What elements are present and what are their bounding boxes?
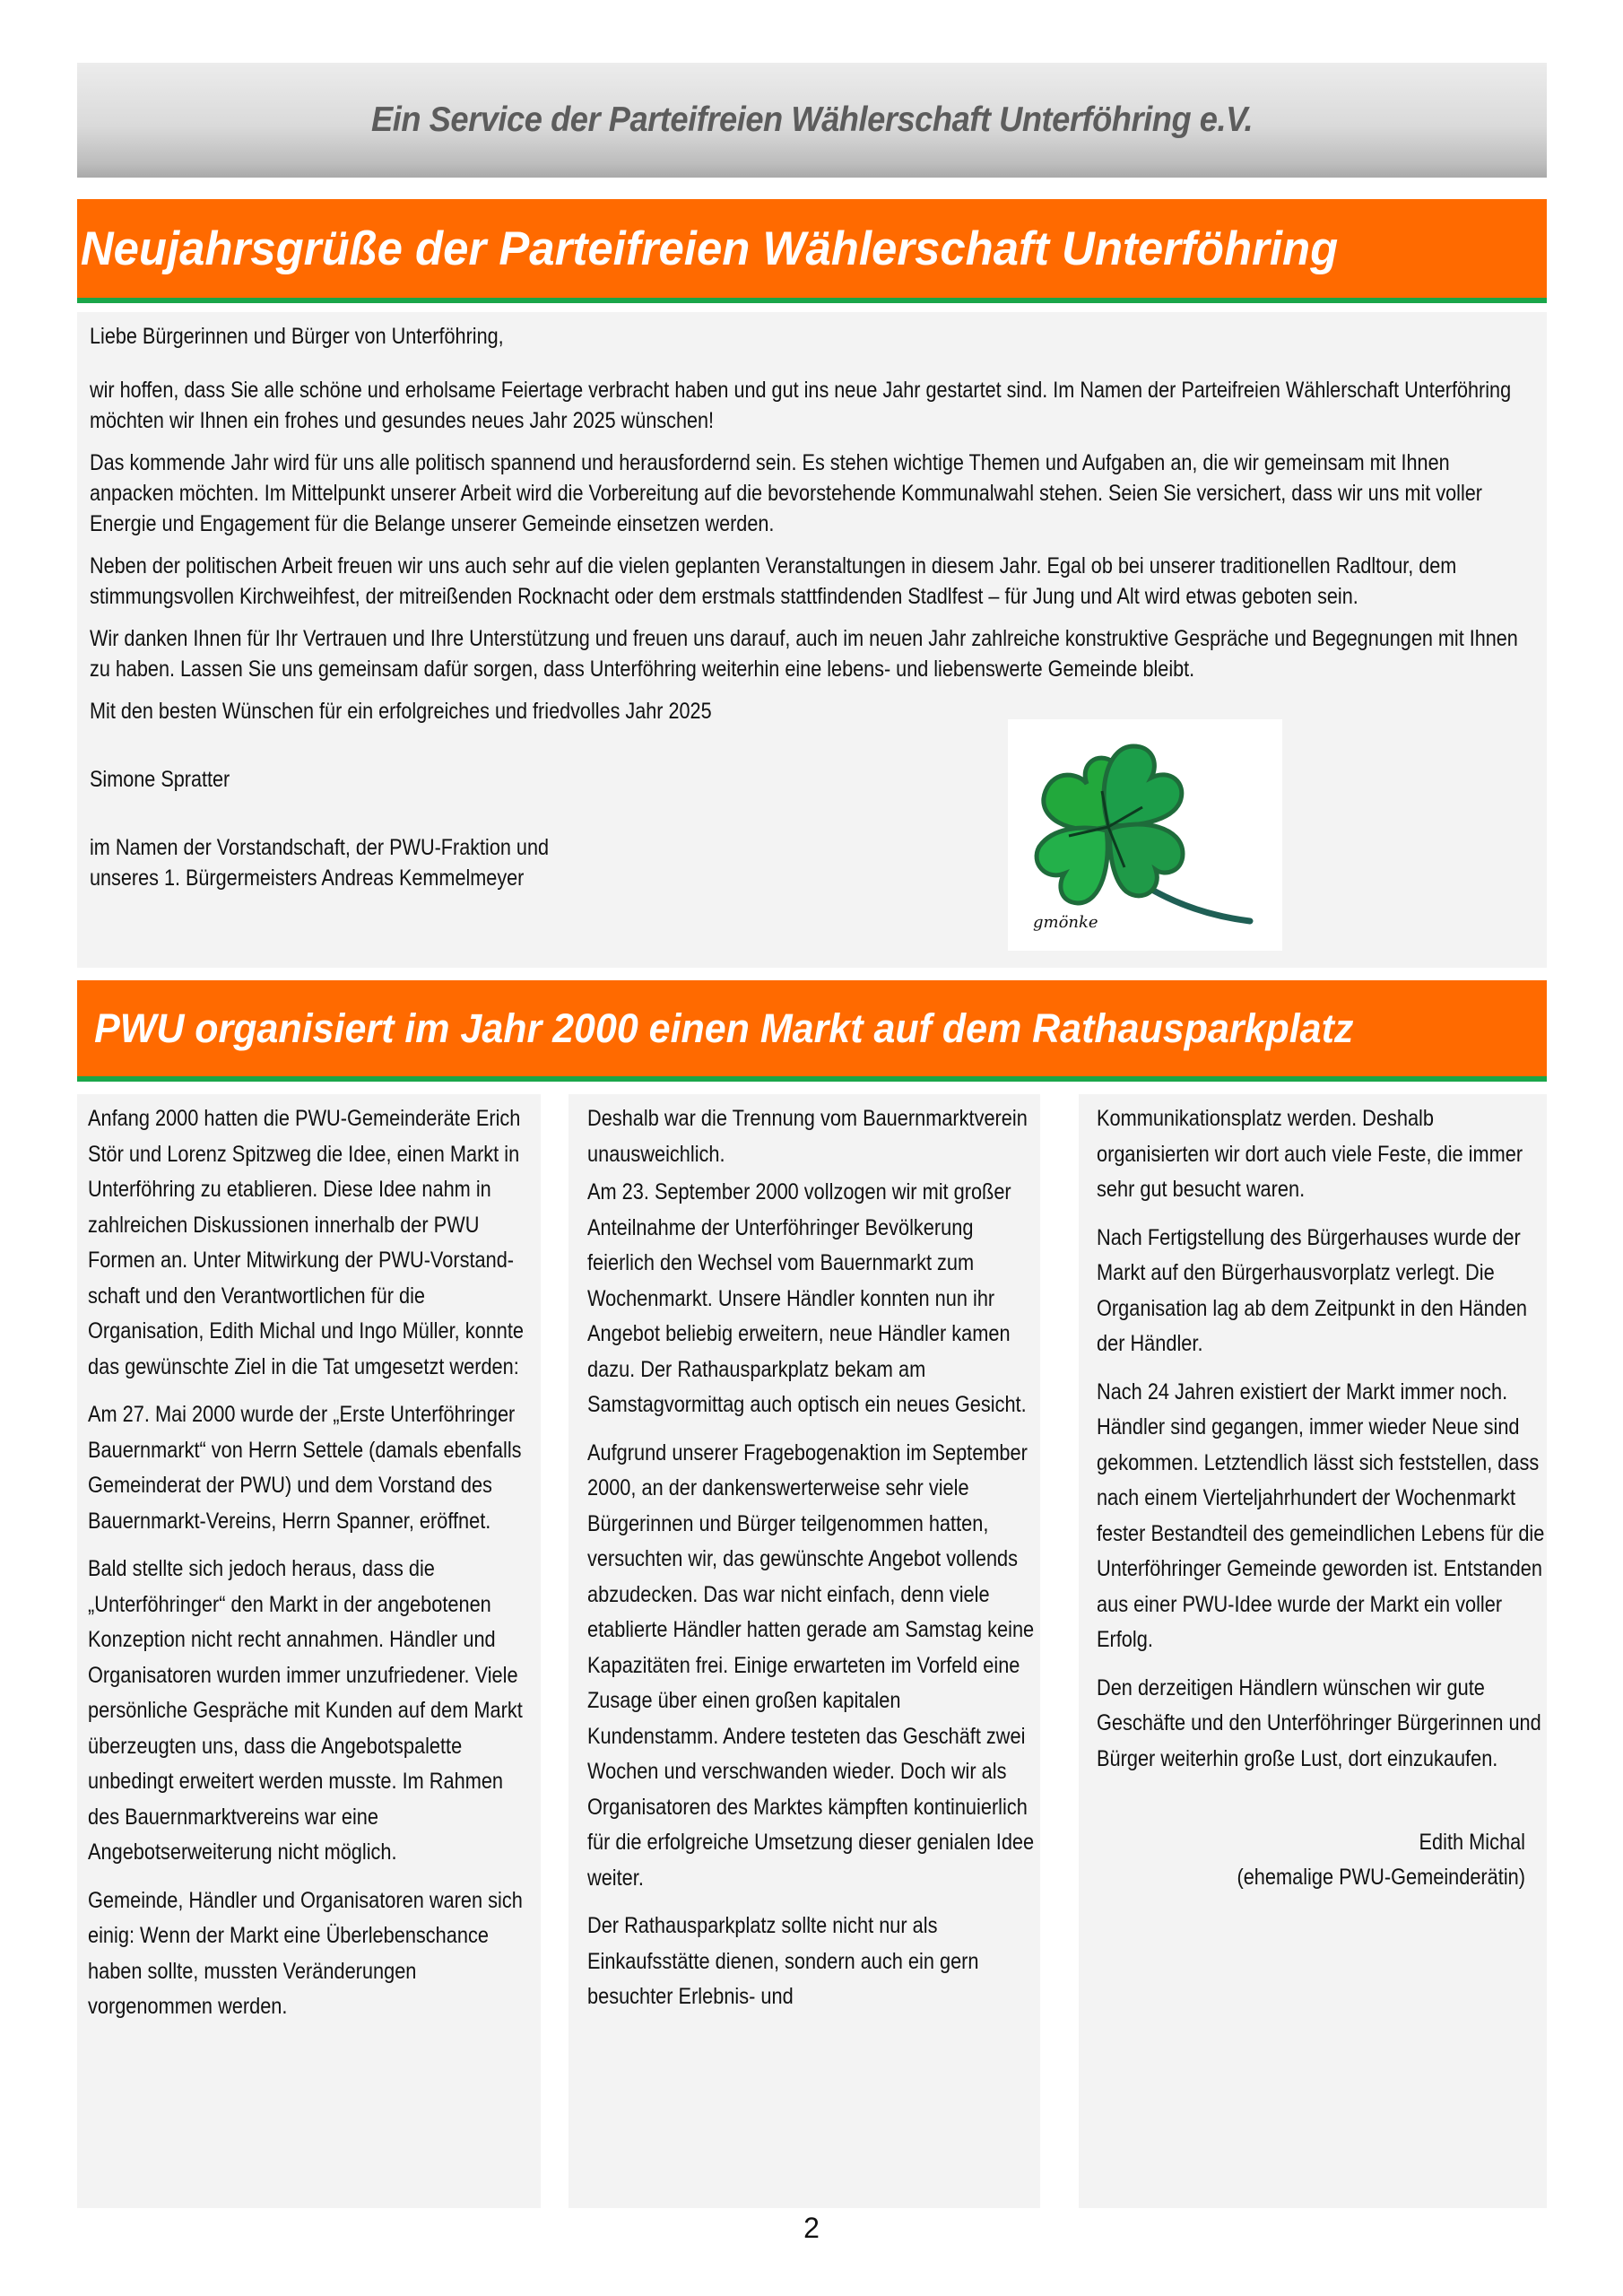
service-header-bar bbox=[77, 63, 1547, 178]
article-column-1 bbox=[77, 1094, 541, 2208]
article-paragraph: Nach Fertigstellung des Bürgerhauses wurde der Markt auf den Bürgerhausvorplatz verlegt. Die Organisation lag ab dem Zeitpunkt in den Händen der Händler. bbox=[1097, 1224, 1528, 1356]
artist-signature: gmönke bbox=[1033, 913, 1098, 932]
letter-paragraph: Das kommende Jahr wird für uns alle politisch spannend und herausfordernd sein. Es stehen wichtige Themen und Aufgaben an, die wir gemeinsam mit Ihnen anpacken möchten. Im Mittelpunkt unserer Arbeit wird die Vorbereitung auf die bevorstehende Kommunalwahl stehen. Seien Sie versichert, dass wir uns mit voller Energie und Engagement für die Belange unserer Gemeinde einsetzen werden. bbox=[90, 450, 1482, 536]
article-paragraph: Anfang 2000 hatten die PWU-Gemeinderäte Erich Stör und Lorenz Spitzweg die Idee, einen Markt in Unterföhring zu etablieren. Diese Idee nahm in zahlreichen Diskussionen innerhalb der PWU Formen an. Unter Mitwirkung der PWU-Vorstand-schaft und den Verantwortlichen für die Organisation, Edith Michal und Ingo Müller, konnte das gewünschte Ziel in die Tat umgesetzt werden: bbox=[88, 1106, 525, 1379]
letter-paragraph: Neben der politischen Arbeit freuen wir uns auch sehr auf die vielen geplanten Veranstaltungen in diesem Jahr. Egal ob bei unserer traditionellen Radltour, dem stimmungsvollen Kirchweihfest, der mitreißenden Rocknacht oder dem erstmals stattfindenden Stadlfest – für Jung und Alt wird etwas geboten sein. bbox=[90, 553, 1457, 609]
section-title-market: PWU organisiert im Jahr 2000 einen Markt auf dem Rathausparkplatz bbox=[94, 1004, 1354, 1051]
letter-signature-line: im Namen der Vorstandschaft, der PWU-Fraktion und bbox=[90, 835, 550, 860]
four-leaf-clover-image bbox=[1008, 719, 1282, 951]
article-column-2 bbox=[568, 1094, 1040, 2208]
article-author-role: (ehemalige PWU-Gemeinderätin) bbox=[1237, 1865, 1525, 1890]
article-paragraph: Am 23. September 2000 vollzogen wir mit großer Anteilnahme der Unterföhringer Bevölkerung feierlich den Wechsel vom Bauernmarkt zum Wochenmarkt. Unsere Händler konnten nun ihr Angebot beliebig erweitern, neue Händler kamen dazu. Der Rathausparkplatz bekam am Samstagvormittag auch optisch ein neues Gesicht. bbox=[587, 1179, 1027, 1417]
section-title-new-year: Neujahrsgrüße der Parteifreien Wählerschaft Unterföhring bbox=[80, 222, 1339, 275]
letter-closing: Mit den besten Wünschen für ein erfolgreiches und friedvolles Jahr 2025 bbox=[90, 699, 712, 724]
article-paragraph: Gemeinde, Händler und Organisatoren waren sich einig: Wenn der Markt eine Überlebenschance haben sollte, mussten Veränderungen vorgenommen werden. bbox=[88, 1887, 523, 2019]
article-paragraph: Am 27. Mai 2000 wurde der „Erste Unterföhringer Bauernmarkt“ von Herrn Settele (damals ebenfalls Gemeinderat der PWU) und dem Vorstand des Bauernmarkt-Vereins, Herrn Spanner, eröffnet. bbox=[88, 1402, 522, 1534]
article-paragraph: Bald stellte sich jedoch heraus, dass die „Unterföhringer“ den Markt in der angebotenen Konzeption nicht recht annahmen. Händler und Organisatoren wurden immer unzufriedener. Viele persönliche Gespräche mit Kunden auf dem Markt überzeugten uns, dass die Angebotspalette unbedingt erweitert werden musste. Im Rahmen des Bauernmarktvereins war eine Angebotserweiterung nicht möglich. bbox=[88, 1556, 523, 1865]
article-paragraph: Deshalb war die Trennung vom Bauernmarktverein unausweichlich. bbox=[587, 1106, 1028, 1167]
article-paragraph: Den derzeitigen Händlern wünschen wir gute Geschäfte und den Unterföhringer Bürgerinnen und Bürger weiterhin große Lust, dort einzukaufen. bbox=[1097, 1674, 1541, 1771]
section-banner-market bbox=[77, 980, 1547, 1082]
letter-salutation: Liebe Bürgerinnen und Bürger von Unterföhring, bbox=[90, 324, 504, 349]
letter-paragraph: Wir danken Ihnen für Ihr Vertrauen und Ihre Unterstützung und freuen uns darauf, auch im neuen Jahr zahlreiche konstruktive Gespräche und Begegnungen mit Ihnen zu haben. Lassen Sie uns gemeinsam dafür sorgen, dass Unterföhring weiterhin eine lebens- und liebenswerte Gemeinde bleibt. bbox=[90, 626, 1518, 682]
letter-signature-line: unseres 1. Bürgermeisters Andreas Kemmelmeyer bbox=[90, 865, 525, 891]
section-banner-new-year bbox=[77, 199, 1547, 303]
article-paragraph: Der Rathausparkplatz sollte nicht nur als Einkaufsstätte dienen, sondern auch ein gern besuchter Erlebnis- und bbox=[587, 1913, 979, 2009]
article-paragraph: Nach 24 Jahren existiert der Markt immer noch. Händler sind gegangen, immer wieder Neue sind gekommen. Letztendlich lässt sich feststellen, dass nach einem Vierteljahrhundert der Wochenmarkt fester Bestandteil des gemeindlichen Lebens für die Unterföhringer Gemeinde geworden ist. Entstanden aus einer PWU-Idee wurde der Markt ein voller Erfolg. bbox=[1097, 1378, 1545, 1652]
letter-paragraph: wir hoffen, dass Sie alle schöne und erholsame Feiertage verbracht haben und gut ins neue Jahr gestartet sind. Im Namen der Parteifreien Wählerschaft Unterföhring möchten wir Ihnen ein frohes und gesundes neues Jahr 2025 wünschen! bbox=[90, 378, 1512, 433]
letter-signature-name: Simone Spratter bbox=[90, 767, 230, 792]
service-header-text: Ein Service der Parteifreien Wählerschaft Unterföhring e.V. bbox=[370, 100, 1254, 139]
article-paragraph: Aufgrund unserer Fragebogenaktion im September 2000, an der dankenswerterweise sehr viele Bürgerinnen und Bürger teilgenommen hatten, versuchten wir, das gewünschte Angebot vollends abzudecken. Das war nicht einfach, denn viele etablierte Händler hatten gerade am Samstag keine Kapazitäten frei. Einige erwarteten im Vorfeld eine Zusage über einen großen kapitalen Kundenstamm. Andere testeten das Geschäft zwei Wochen und verschwanden wieder. Doch wir als Organisatoren des Marktes kämpften kontinuierlich für die erfolgreiche Umsetzung dieser genialen Idee weiter. bbox=[587, 1439, 1035, 1891]
article-column-3 bbox=[1079, 1094, 1547, 2208]
four-leaf-clover-icon bbox=[1008, 719, 1282, 951]
article-author-block bbox=[1097, 1825, 1536, 1895]
page-number: 2 bbox=[803, 2212, 820, 2244]
article-author-name: Edith Michal bbox=[1419, 1830, 1525, 1855]
article-paragraph: Kommunikationsplatz werden. Deshalb organisierten wir dort auch viele Feste, die immer sehr gut besucht waren. bbox=[1097, 1106, 1523, 1202]
new-year-letter bbox=[77, 312, 1547, 968]
